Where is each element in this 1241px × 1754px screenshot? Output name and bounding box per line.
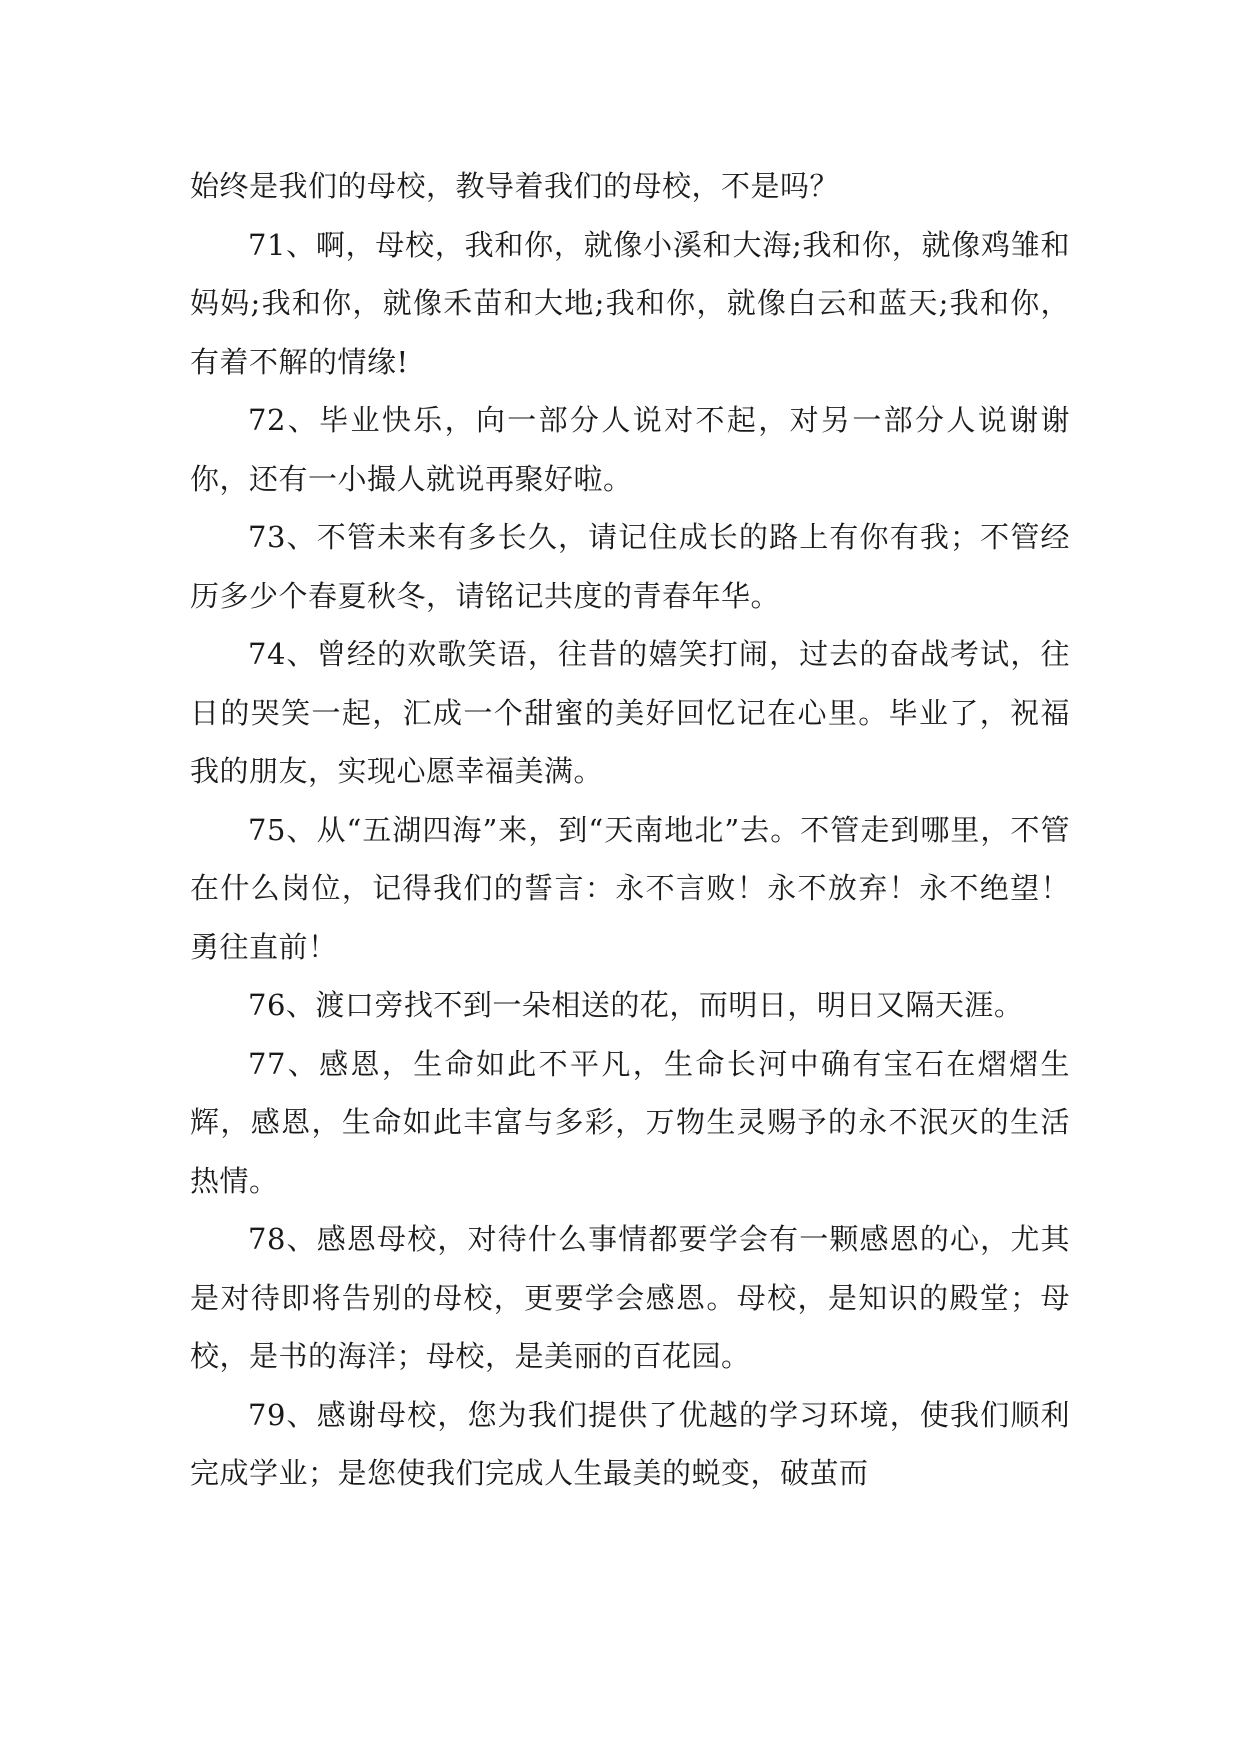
paragraph-continuation: 始终是我们的母校，教导着我们的母校，不是吗？ <box>190 169 840 203</box>
paragraph-72: 72、毕业快乐，向一部分人说对不起，对另一部分人说谢谢你，还有一小撮人就说再聚好啦。 <box>190 403 1070 496</box>
paragraph-75: 75、从“五湖四海”来，到“天南地北”去。不管走到哪里，不管在什么岗位，记得我们的誓言：永不言败！永不放弃！永不绝望！勇往直前！ <box>190 812 1070 964</box>
paragraph-73: 73、不管未来有多长久，请记住成长的路上有你有我；不管经历多少个春夏秋冬，请铭记共度的青春年华。 <box>190 520 1070 613</box>
paragraph-79: 79、感谢母校，您为我们提供了优越的学习环境，使我们顺利完成学业；是您使我们完成人生最美的蜕变，破茧而 <box>190 1397 1070 1490</box>
paragraph-76: 76、渡口旁找不到一朵相送的花，而明日，明日又隔天涯。 <box>248 988 1024 1022</box>
paragraph-78: 78、感恩母校，对待什么事情都要学会有一颗感恩的心，尤其是对待即将告别的母校，更要学会感恩。母校，是知识的殿堂；母校，是书的海洋；母校，是美丽的百花园。 <box>190 1222 1070 1373</box>
paragraph-74: 74、曾经的欢歌笑语，往昔的嬉笑打闹，过去的奋战考试，往日的哭笑一起，汇成一个甜蜜的美好回忆记在心里。毕业了，祝福我的朋友，实现心愿幸福美满。 <box>190 637 1070 788</box>
document-body <box>190 157 1070 1503</box>
paragraph-71: 71、啊，母校，我和你，就像小溪和大海;我和你，就像鸡雏和妈妈;我和你，就像禾苗和大地;我和你，就像白云和蓝天;我和你，有着不解的情缘! <box>190 227 1070 379</box>
paragraph-77: 77、感恩，生命如此不平凡，生命长河中确有宝石在熠熠生辉，感恩，生命如此丰富与多彩，万物生灵赐予的永不泯灭的生活热情。 <box>190 1046 1070 1198</box>
